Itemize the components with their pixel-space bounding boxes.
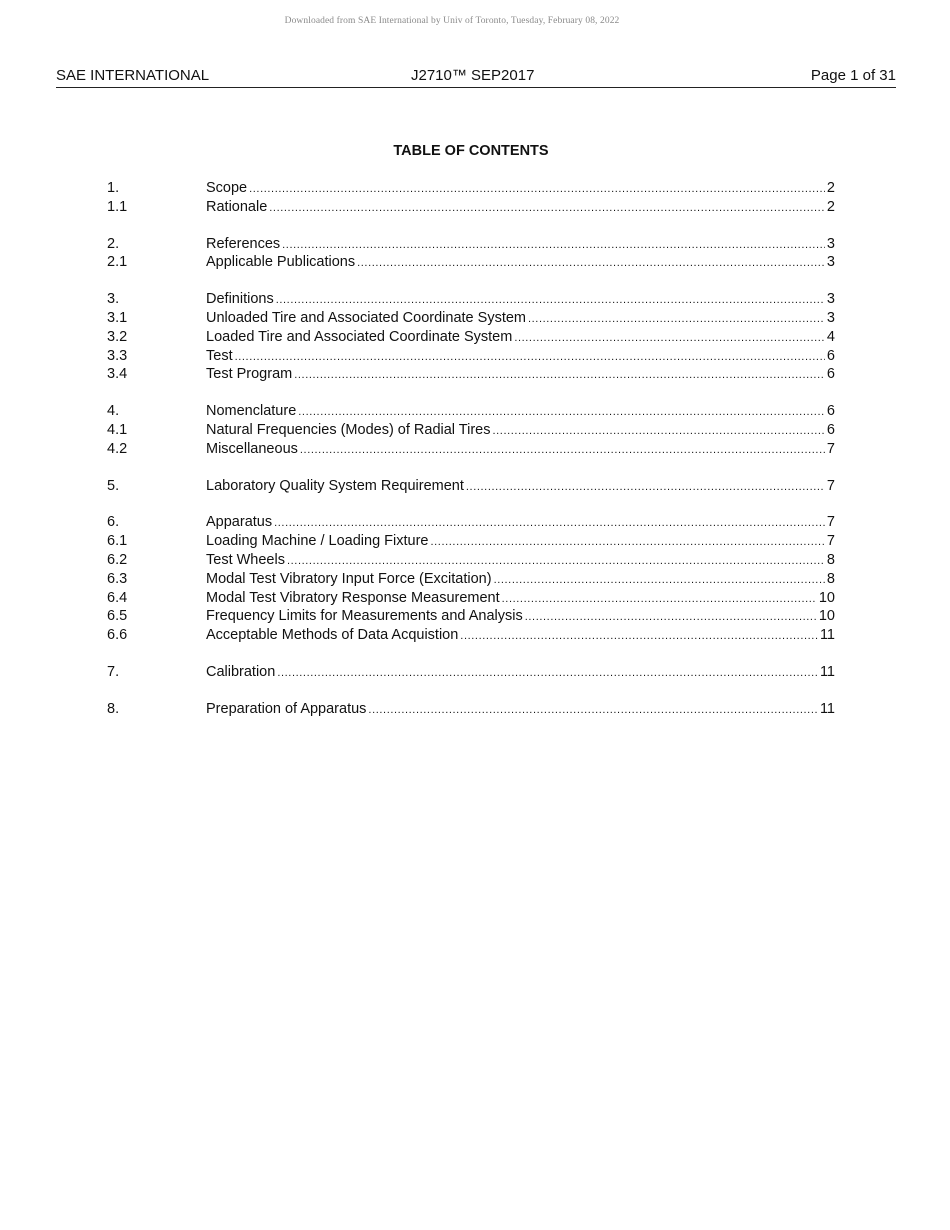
toc-section-number: 8. xyxy=(107,700,120,717)
toc-section-number: 6.3 xyxy=(107,570,128,587)
toc-section-number: 2.1 xyxy=(107,254,128,271)
toc-entry[interactable] xyxy=(107,570,835,589)
toc-section-number: 3.2 xyxy=(107,328,128,345)
toc-page-number: 4 xyxy=(826,328,835,345)
toc-section-title: Modal Test Vibratory Input Force (Excitation) xyxy=(206,570,492,587)
toc-entry-line xyxy=(206,532,835,552)
toc-entry-line xyxy=(206,513,835,533)
toc-section-title: Miscellaneous xyxy=(206,440,298,457)
toc-section-title: Natural Frequencies (Modes) of Radial Tires xyxy=(206,421,491,438)
toc-section-title: Scope xyxy=(206,180,248,196)
toc-title: TABLE OF CONTENTS xyxy=(393,143,549,159)
toc-entry[interactable] xyxy=(107,513,835,532)
toc-entry[interactable] xyxy=(107,663,835,682)
toc-page-number: 7 xyxy=(826,533,835,550)
toc-section-number: 4. xyxy=(107,403,120,420)
toc-section-number: 4.2 xyxy=(107,440,128,457)
page-header xyxy=(56,67,896,88)
toc-section-number: 6.5 xyxy=(107,608,128,625)
toc-section-number: 6. xyxy=(107,514,120,531)
toc-dot-leader xyxy=(249,180,825,199)
toc-page-number: 10 xyxy=(818,589,835,606)
toc-entry-line xyxy=(206,663,835,683)
toc-section-number: 3.4 xyxy=(107,366,128,383)
toc-section-title: Rationale xyxy=(206,198,268,215)
toc-section-number: 2. xyxy=(107,235,120,252)
header-document-id: J2710™ SEP2017 xyxy=(411,67,535,84)
toc-entry-line xyxy=(206,402,835,422)
toc-entry-line xyxy=(206,290,835,310)
toc-entry[interactable] xyxy=(107,402,835,421)
toc-entry[interactable] xyxy=(107,347,835,366)
toc-page-number: 2 xyxy=(826,180,835,196)
toc-section-title: Test xyxy=(206,347,233,364)
toc-section-title: Test Program xyxy=(206,366,293,383)
toc-page-number: 10 xyxy=(818,608,835,625)
toc-entry-line xyxy=(206,253,835,273)
toc-section-title: Loading Machine / Loading Fixture xyxy=(206,533,429,550)
toc-section-title: Preparation of Apparatus xyxy=(206,700,367,717)
toc-entry[interactable] xyxy=(107,290,835,309)
toc-entry[interactable] xyxy=(107,700,835,719)
toc-dot-leader xyxy=(460,627,818,646)
toc-dot-leader xyxy=(287,552,825,571)
toc-section-title: Nomenclature xyxy=(206,403,297,420)
header-page-number: Page 1 of 31 xyxy=(810,67,896,84)
toc-section-number: 3. xyxy=(107,291,120,308)
toc-entry[interactable] xyxy=(107,253,835,272)
toc-page-number: 7 xyxy=(826,477,835,494)
toc-entry-line xyxy=(206,198,835,218)
toc-dot-leader xyxy=(235,348,825,367)
toc-entry-line xyxy=(206,309,835,329)
toc-entry[interactable] xyxy=(107,309,835,328)
toc-section-title: Definitions xyxy=(206,291,274,308)
toc-entry[interactable] xyxy=(107,626,835,645)
toc-page-number: 6 xyxy=(826,366,835,383)
toc-section-number: 3.1 xyxy=(107,309,128,326)
toc-page-number: 6 xyxy=(826,421,835,438)
toc-page-number: 8 xyxy=(826,570,835,587)
toc-entry-line xyxy=(206,179,835,199)
toc-page-number: 11 xyxy=(819,627,835,644)
toc-entry-line xyxy=(206,328,835,348)
toc-dot-leader xyxy=(528,310,825,329)
toc-dot-leader xyxy=(298,403,825,422)
toc-entry[interactable] xyxy=(107,551,835,570)
toc-page-number: 3 xyxy=(826,254,835,271)
toc-dot-leader xyxy=(269,199,825,218)
toc-entry-line xyxy=(206,440,835,460)
toc-section-title: Applicable Publications xyxy=(206,254,356,271)
toc-section-title: Test Wheels xyxy=(206,551,285,568)
toc-section-title: Frequency Limits for Measurements and Analysis xyxy=(206,608,523,625)
toc-entry[interactable] xyxy=(107,532,835,551)
toc-entry[interactable] xyxy=(107,235,835,254)
toc-dot-leader xyxy=(514,329,825,348)
toc-dot-leader xyxy=(466,478,825,497)
toc-section-title: Calibration xyxy=(206,663,276,680)
toc-entry[interactable] xyxy=(107,328,835,347)
toc-page-number: 6 xyxy=(826,347,835,364)
toc-entry-line xyxy=(206,347,835,367)
toc-entry[interactable] xyxy=(107,477,835,496)
toc-entry[interactable] xyxy=(107,589,835,608)
toc-entry[interactable] xyxy=(107,365,835,384)
toc-entry-line xyxy=(206,607,835,627)
toc-dot-leader xyxy=(494,571,825,590)
toc-entry[interactable] xyxy=(107,198,835,217)
toc-entry-line xyxy=(206,700,835,720)
toc-page-number: 7 xyxy=(826,514,835,531)
toc-dot-leader xyxy=(368,701,818,720)
toc-entry-line xyxy=(206,626,835,646)
toc-dot-leader xyxy=(274,514,825,533)
toc-page-number: 11 xyxy=(819,700,835,717)
toc-section-number: 6.1 xyxy=(107,533,128,550)
toc-section-title: References xyxy=(206,235,281,252)
toc-section-number: 6.4 xyxy=(107,589,128,606)
toc-section-number: 7. xyxy=(107,663,120,680)
toc-entry[interactable] xyxy=(107,179,835,198)
toc-section-title: Modal Test Vibratory Response Measurement xyxy=(206,589,500,606)
toc-page-number: 3 xyxy=(826,291,835,308)
toc-page-number: 3 xyxy=(826,235,835,252)
toc-dot-leader xyxy=(492,422,824,441)
toc-dot-leader xyxy=(276,291,825,310)
toc-page-number: 3 xyxy=(826,309,835,326)
toc-page-number: 11 xyxy=(819,663,835,680)
toc-section-number: 3.3 xyxy=(107,347,128,364)
toc-entry-line xyxy=(206,365,835,385)
toc-dot-leader xyxy=(277,664,818,683)
toc-dot-leader xyxy=(430,533,824,552)
toc-page-number: 2 xyxy=(826,198,835,215)
toc-entry[interactable] xyxy=(107,421,835,440)
toc-dot-leader xyxy=(525,608,817,627)
toc-dot-leader xyxy=(357,254,825,273)
toc-section-number: 4.1 xyxy=(107,421,128,438)
header-organization: SAE INTERNATIONAL xyxy=(56,67,210,84)
toc-section-title: Acceptable Methods of Data Acquistion xyxy=(206,627,459,644)
toc-section-title: Loaded Tire and Associated Coordinate System xyxy=(206,328,513,345)
toc-entry-line xyxy=(206,477,835,497)
toc-page-number: 8 xyxy=(826,551,835,568)
toc-entry[interactable] xyxy=(107,607,835,626)
toc-section-number: 1.1 xyxy=(107,198,128,215)
toc-dot-leader xyxy=(282,236,825,255)
toc-section-title: Laboratory Quality System Requirement xyxy=(206,477,464,494)
toc-section-title: Unloaded Tire and Associated Coordinate System xyxy=(206,309,526,326)
toc-section-number: 1. xyxy=(107,180,120,196)
toc-section-title: Apparatus xyxy=(206,514,273,531)
toc-entry-line xyxy=(206,589,835,609)
toc-dot-leader xyxy=(294,366,825,385)
table-of-contents xyxy=(107,179,835,719)
toc-entry-line xyxy=(206,551,835,571)
toc-section-number: 5. xyxy=(107,477,120,494)
toc-entry-line xyxy=(206,421,835,441)
toc-page-number: 6 xyxy=(826,403,835,420)
download-watermark: Downloaded from SAE International by Univ of Toronto, Tuesday, February 08, 2022 xyxy=(284,16,620,26)
toc-section-number: 6.2 xyxy=(107,551,128,568)
toc-dot-leader xyxy=(502,590,817,609)
toc-section-number: 6.6 xyxy=(107,627,128,644)
toc-entry-line xyxy=(206,235,835,255)
toc-page-number: 7 xyxy=(826,440,835,457)
toc-dot-leader xyxy=(300,441,825,460)
toc-entry-line xyxy=(206,570,835,590)
toc-entry[interactable] xyxy=(107,440,835,459)
